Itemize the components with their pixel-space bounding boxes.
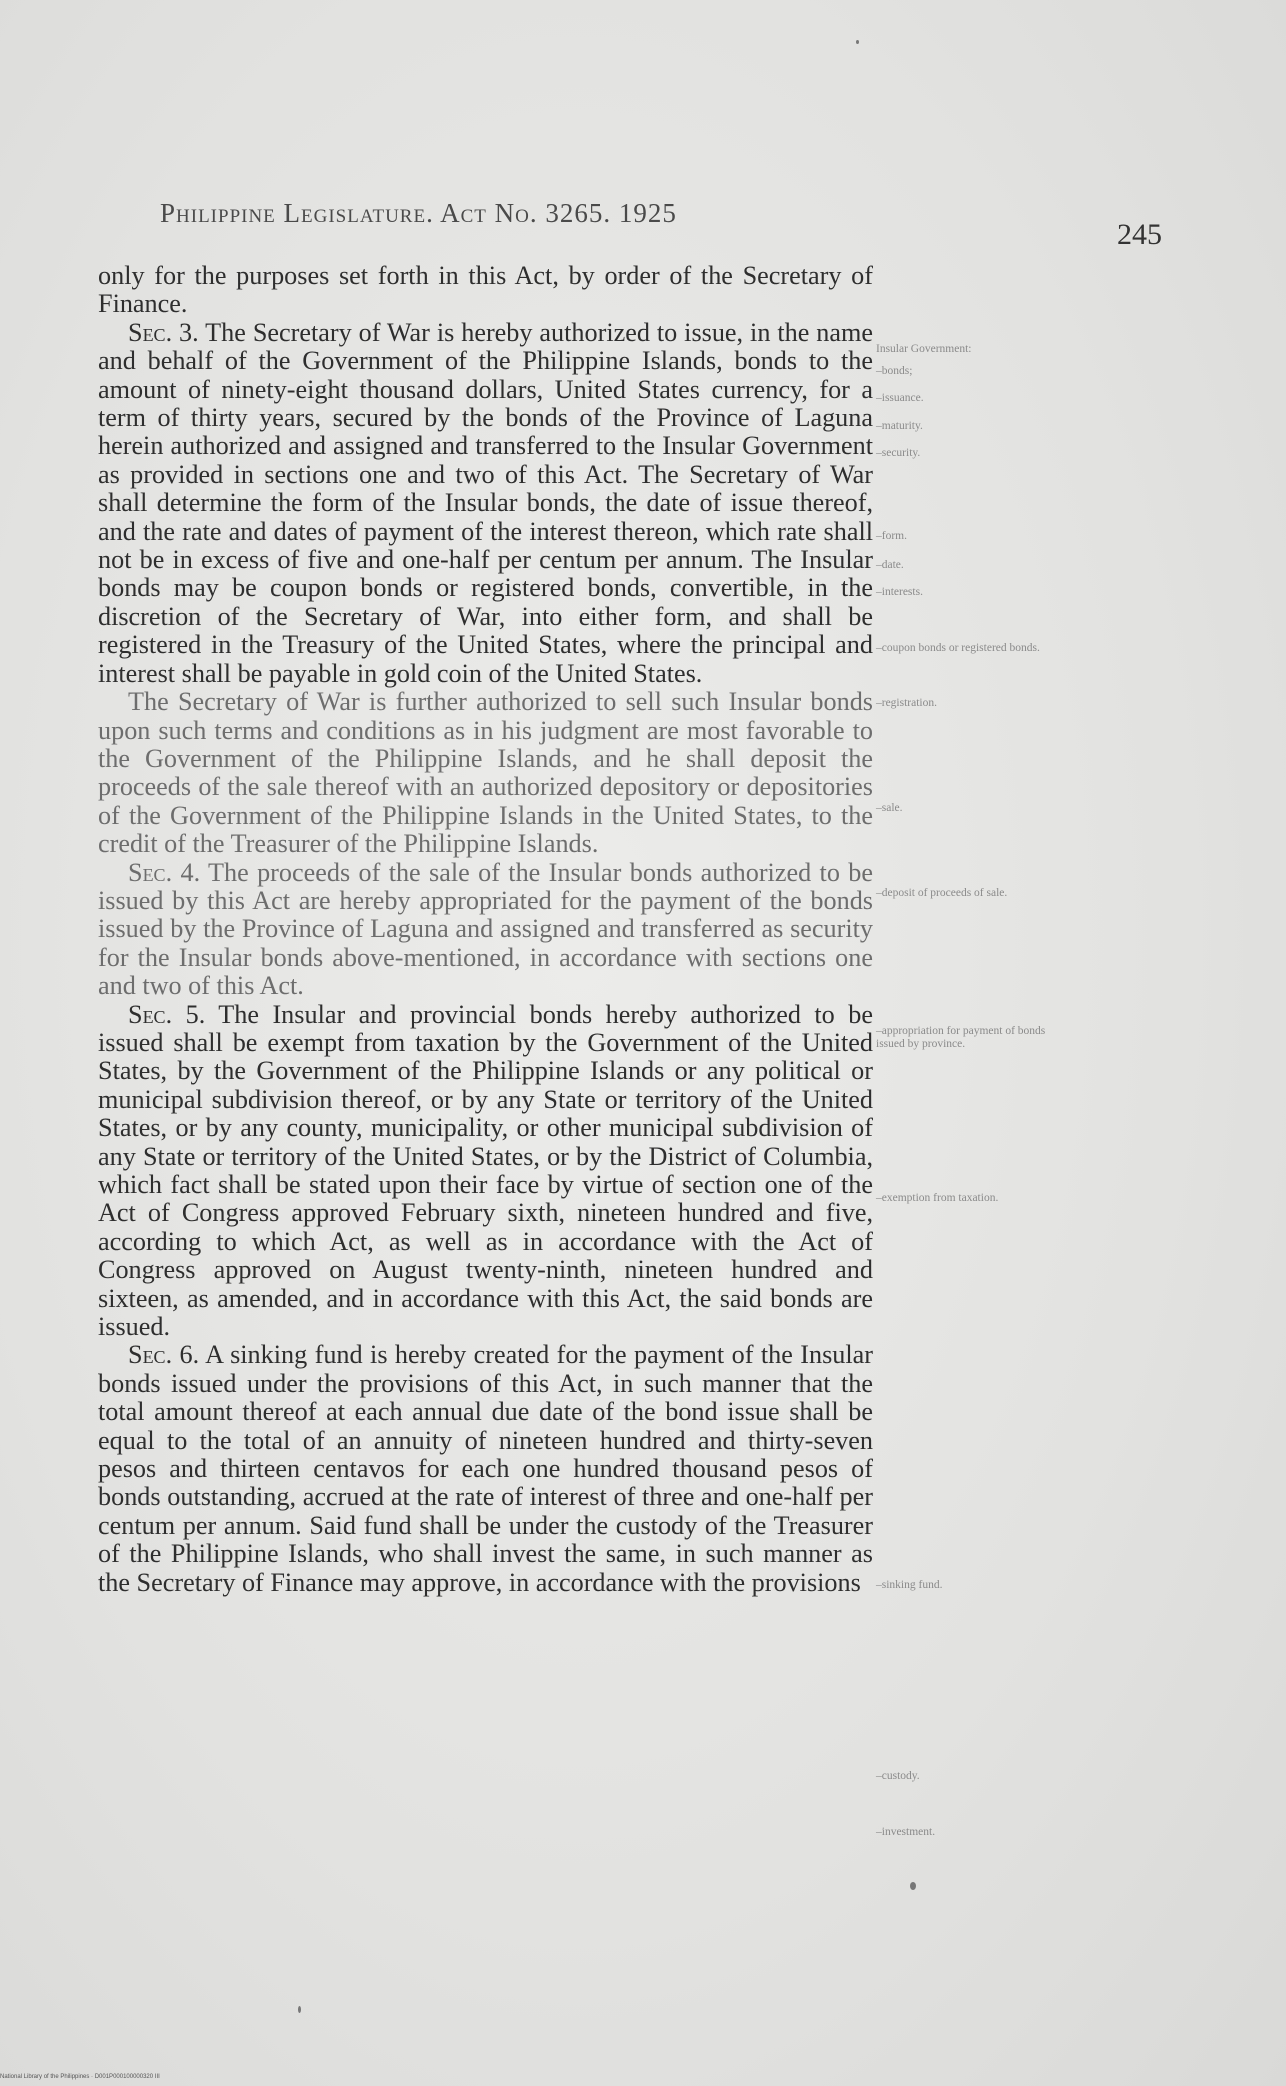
paragraph-continuation: only for the purposes set forth in this Act, by order of the Secretary of Finance.: [98, 261, 873, 319]
section-4-paragraph: [98, 859, 873, 1001]
margin-note-insular-government: Insular Government:: [876, 343, 972, 355]
section-text: The proceeds of the sale of the Insular bonds authorized to be issued by this Act are hereby appropriated for the payment of the bonds issued by the Province of Laguna and assigned and transferred as security for the Insular bonds above-mentioned, in accordance with sections one and two of this Act.: [98, 857, 873, 1001]
margin-note-exemption: –exemption from taxation.: [876, 1192, 999, 1204]
margin-note-deposit: –deposit of proceeds of sale.: [876, 887, 1008, 899]
scan-credit-footer: National Library of the Philippines · D001P000100000320 III: [0, 2074, 160, 2080]
dust-speck: [856, 40, 859, 44]
margin-note-sinking-fund: –sinking fund.: [876, 1579, 943, 1591]
margin-note-sale: –sale.: [876, 802, 903, 814]
section-5-paragraph: [98, 1001, 873, 1342]
page-number: 245: [1117, 218, 1162, 251]
margin-note-appropriation: –appropriation for payment of bonds issued by province.: [876, 1025, 1046, 1050]
section-label: Sec. 5.: [128, 999, 206, 1029]
margin-note-form: –form.: [876, 530, 907, 542]
body-text: [98, 262, 873, 1597]
section-text: The Secretary of War is hereby authorized to issue, in the name and behalf of the Government of the Philippine Islands, bonds to the amount of ninety-eight thousand dollars, United States currency, for a term of thirty years, secured by the bonds of the Province of Laguna herein authorized and assigned and transferred to the Insular Government as provided in sections one and two of this Act. The Secretary of War shall determine the form of the Insular bonds, the date of issue thereof, and the rate and dates of payment of the interest thereon, which rate shall not be in excess of five and one-half per centum per annum. The Insular bonds may be coupon bonds or registered bonds, convertible, in the discretion of the Secretary of War, into either form, and shall be registered in the Treasury of the United States, where the principal and interest shall be payable in gold coin of the United States.: [98, 317, 873, 688]
section-label: Sec. 3.: [128, 317, 199, 347]
margin-note-date: –date.: [876, 559, 904, 571]
margin-note-investment: –investment.: [876, 1826, 936, 1838]
margin-note-issuance: –issuance.: [876, 392, 924, 404]
margin-note-registration: –registration.: [876, 697, 937, 709]
section-label: Sec. 4.: [128, 857, 201, 887]
margin-note-maturity: –maturity.: [876, 420, 923, 432]
dust-speck: [910, 1882, 916, 1890]
margin-note-interests: –interests.: [876, 586, 923, 598]
running-head: Philippine Legislature. Act No. 3265. 1925: [160, 198, 677, 228]
margin-note-security: –security.: [876, 447, 921, 459]
margin-note-custody: –custody.: [876, 1770, 920, 1782]
section-label: Sec. 6.: [128, 1340, 200, 1370]
section-6-paragraph: [98, 1341, 873, 1597]
margin-note-coupon-bonds: –coupon bonds or registered bonds.: [876, 642, 1040, 654]
section-text: A sinking fund is hereby created for the payment of the Insular bonds issued under the provisions of this Act, in such manner that the total amount thereof at each annual due date of the bond issue shall be equal to the total of an annuity of nineteen hundred and thirty-seven pesos and thirteen centavos for each one hundred thousand pesos of bonds outstanding, accrued at the rate of interest of three and one-half per centum per annum. Said fund shall be under the custody of the Treasurer of the Philippine Islands, who shall invest the same, in such manner as the Secretary of Finance may approve, in accordance with the provisions: [98, 1340, 873, 1597]
section-3-sale-paragraph: The Secretary of War is further authorized to sell such Insular bonds upon such terms and conditions as in his judgment are most favorable to the Government of the Philippine Islands, and he shall deposit the proceeds of the sale thereof with an authorized depository or depositories of the Government of the Philippine Islands in the United States, to the credit of the Treasurer of the Philippine Islands.: [98, 687, 873, 859]
margin-note-bonds: –bonds;: [876, 365, 913, 377]
section-3-paragraph: [98, 319, 873, 688]
dust-speck: [298, 2006, 301, 2013]
section-text: The Insular and provincial bonds hereby authorized to be issued shall be exempt from taxation by the Government of the United States, by the Government of the Philippine Islands or any political or municipal subdivision thereof, or by any State or territory of the United States, or by any county, municipality, or other municipal subdivision of any State or territory of the United States, or by the District of Columbia, which fact shall be stated upon their face by virtue of section one of the Act of Congress approved February sixth, nineteen hundred and five, according to which Act, as well as in accordance with the Act of Congress approved on August twenty-ninth, nineteen hundred and sixteen, as amended, and in accordance with this Act, the said bonds are issued.: [98, 999, 873, 1342]
